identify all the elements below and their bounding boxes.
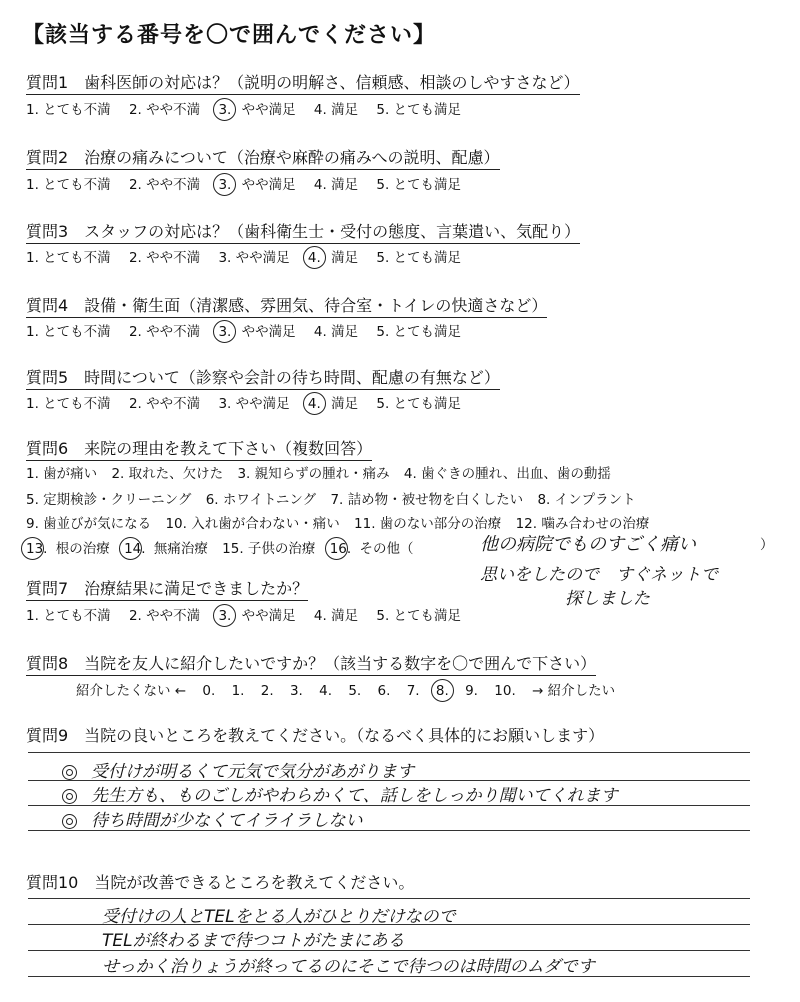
question-1-options (26, 98, 475, 118)
q4-option-5[interactable]: 5. とても満足 (376, 324, 462, 340)
q5-option-2[interactable]: 2. やや不満 (128, 396, 201, 412)
q5-option-1[interactable]: 1. とても不満 (26, 396, 111, 412)
q3-option-5[interactable]: 5. とても満足 (376, 250, 462, 266)
q5-option-4-circled[interactable]: 4. (307, 396, 321, 412)
q6-option-15[interactable]: 15. 子供の治療 (222, 541, 316, 557)
q1-option-5[interactable]: 5. とても満足 (376, 102, 462, 118)
q8-value-2[interactable]: 2. (260, 683, 274, 699)
q1-option-3-circled[interactable]: 3. (218, 102, 232, 118)
question-7-heading: 質問7 治療結果に満足できましたか？ (26, 576, 308, 599)
q8-value-5[interactable]: 5. (348, 683, 362, 699)
q6-other-handwritten-3: 探しました (565, 589, 650, 609)
q6-option-7[interactable]: 7. 詰め物・被せ物を白くしたい (330, 492, 524, 508)
q3-option-2[interactable]: 2. やや不満 (128, 250, 201, 266)
q3-option-1[interactable]: 1. とても不満 (26, 250, 111, 266)
question-2-heading: 質問2 治療の痛みについて（治療や麻酔の痛みへの説明、配慮） (26, 145, 500, 168)
q6-option-4[interactable]: 4. 歯ぐきの腫れ、出血、歯の動揺 (403, 466, 611, 482)
q8-value-8-circled[interactable]: 8. (435, 683, 449, 699)
q9-answer-1: 受付けが明るくて元気で気分があがります (62, 757, 414, 782)
q9-line-4 (28, 830, 750, 831)
q2-option-3-label[interactable]: やや満足 (241, 177, 296, 193)
q6-row-4 (26, 537, 424, 557)
q8-value-4[interactable]: 4. (319, 683, 333, 699)
question-3-options (26, 246, 475, 266)
q6-option-16-label[interactable]: その他（ (359, 541, 414, 557)
q6-option-1[interactable]: 1. 歯が痛い (26, 466, 98, 482)
q2-option-2[interactable]: 2. やや不満 (128, 177, 201, 193)
q7-option-4[interactable]: 4. 満足 (313, 608, 359, 624)
bullet-icon (62, 765, 77, 780)
q7-option-3-circled[interactable]: 3. (218, 608, 232, 624)
q7-option-5[interactable]: 5. とても満足 (376, 608, 462, 624)
q3-option-4-label[interactable]: 満足 (331, 250, 359, 266)
q6-option-9[interactable]: 9. 歯並びが気になる (26, 516, 152, 532)
q1-option-2[interactable]: 2. やや不満 (128, 102, 201, 118)
q6-option-8[interactable]: 8. インプラント (537, 492, 636, 508)
q6-option-12[interactable]: 12. 噛み合わせの治療 (515, 516, 650, 532)
question-4-options (26, 320, 475, 340)
q5-option-4-label[interactable]: 満足 (331, 396, 359, 412)
question-7-options (26, 604, 475, 624)
q10-line-3 (28, 950, 750, 951)
q5-option-3[interactable]: 3. やや満足 (218, 396, 290, 412)
bullet-icon (62, 814, 77, 829)
q8-value-3[interactable]: 3. (289, 683, 303, 699)
q6-option-5[interactable]: 5. 定期検診・クリーニング (26, 492, 192, 508)
q6-row-3 (26, 512, 659, 532)
q10-answer-3: せっかく治りょうが終ってるのにそこで待つのは時間のムダです (102, 957, 595, 977)
q10-line-4 (28, 976, 750, 977)
q3-option-4-circled[interactable]: 4. (307, 250, 321, 266)
q4-option-2[interactable]: 2. やや不満 (128, 324, 201, 340)
q4-option-3-circled[interactable]: 3. (218, 324, 232, 340)
q9-line-1 (28, 752, 750, 753)
q8-scale (76, 679, 627, 699)
q2-option-5[interactable]: 5. とても満足 (376, 177, 462, 193)
q8-value-7[interactable]: 7. (406, 683, 420, 699)
q8-value-6[interactable]: 6. (377, 683, 391, 699)
q7-option-1[interactable]: 1. とても不満 (26, 608, 111, 624)
q8-value-10[interactable]: 10. (494, 683, 516, 699)
q6-option-14-circled[interactable]: 14. (124, 541, 146, 557)
q6-other-handwritten-2: 思いをしたので すぐネットで (480, 565, 718, 585)
q6-option-11[interactable]: 11. 歯のない部分の治療 (354, 516, 502, 532)
q8-left-label: 紹介したくない ← (76, 683, 187, 699)
q3-option-3[interactable]: 3. やや満足 (218, 250, 290, 266)
question-4-heading: 質問4 設備・衛生面（清潔感、雰囲気、待合室・トイレの快適さなど） (26, 293, 547, 316)
q6-other-handwritten-1: 他の病院でものすごく痛い (480, 534, 696, 555)
question-10-heading: 質問10 当院が改善できるところを教えてください。 (26, 873, 415, 892)
q6-other-close: ） (760, 537, 774, 553)
q1-option-1[interactable]: 1. とても不満 (26, 102, 111, 118)
q9-answer-3: 待ち時間が少なくてイライラしない (62, 806, 363, 831)
q5-option-5[interactable]: 5. とても満足 (376, 396, 462, 412)
question-8-heading: 質問8 当院を友人に紹介したいですか？（該当する数字を〇で囲んで下さい） (26, 651, 596, 674)
q10-answer-2: TELが終わるまで待つコトがたまにある (102, 931, 405, 951)
question-9-heading: 質問9 当院の良いところを教えてください。（なるべく具体的にお願いします） (26, 726, 605, 745)
question-2-options (26, 173, 475, 193)
q6-row-1 (26, 462, 621, 482)
q2-option-4[interactable]: 4. 満足 (313, 177, 359, 193)
question-5-heading: 質問5 時間について（診察や会計の待ち時間、配慮の有無など） (26, 365, 500, 388)
q4-option-1[interactable]: 1. とても不満 (26, 324, 111, 340)
question-3-heading: 質問3 スタッフの対応は？（歯科衛生士・受付の態度、言葉遣い、気配り） (26, 219, 580, 242)
q10-answer-1: 受付けの人とTELをとる人がひとりだけなので (102, 907, 456, 927)
q6-option-13-label[interactable]: 根の治療 (55, 541, 110, 557)
q8-right-label: → 紹介したい (532, 683, 616, 699)
q2-option-3-circled[interactable]: 3. (218, 177, 232, 193)
q6-row-2 (26, 488, 646, 508)
bullet-icon (62, 789, 77, 804)
q6-option-16-circled[interactable]: 16. (329, 541, 352, 557)
question-6-heading: 質問6 来院の理由を教えて下さい（複数回答） (26, 436, 372, 459)
q6-option-2[interactable]: 2. 取れた、欠けた (111, 466, 224, 482)
q7-option-3-label[interactable]: やや満足 (241, 608, 296, 624)
question-5-options (26, 392, 475, 412)
q1-option-3-label[interactable]: やや満足 (241, 102, 296, 118)
q2-option-1[interactable]: 1. とても不満 (26, 177, 111, 193)
q7-option-2[interactable]: 2. やや不満 (128, 608, 201, 624)
question-1-heading: 質問1 歯科医師の対応は？（説明の明解さ、信頼感、相談のしやすさなど） (26, 70, 580, 93)
q10-line-2 (28, 924, 750, 925)
q1-option-4[interactable]: 4. 満足 (313, 102, 359, 118)
q8-value-0[interactable]: 0. (202, 683, 216, 699)
q6-option-10[interactable]: 10. 入れ歯が合わない・痛い (165, 516, 340, 532)
q4-option-4[interactable]: 4. 満足 (313, 324, 359, 340)
q9-answer-2: 先生方も、ものごしがやわらかくて、話しをしっかり聞いてくれます (62, 781, 618, 806)
q4-option-3-label[interactable]: やや満足 (241, 324, 296, 340)
q8-value-9[interactable]: 9. (465, 683, 478, 699)
q6-option-14-label[interactable]: 無痛治療 (153, 541, 208, 557)
q8-value-1[interactable]: 1. (231, 683, 245, 699)
page-title: 【該当する番号を〇で囲んでください】 (22, 23, 437, 48)
q10-line-1 (28, 898, 750, 899)
q6-option-3[interactable]: 3. 親知らずの腫れ・痛み (237, 466, 390, 482)
q6-option-13-circled[interactable]: 13. (26, 541, 48, 557)
q6-option-6[interactable]: 6. ホワイトニング (205, 492, 317, 508)
